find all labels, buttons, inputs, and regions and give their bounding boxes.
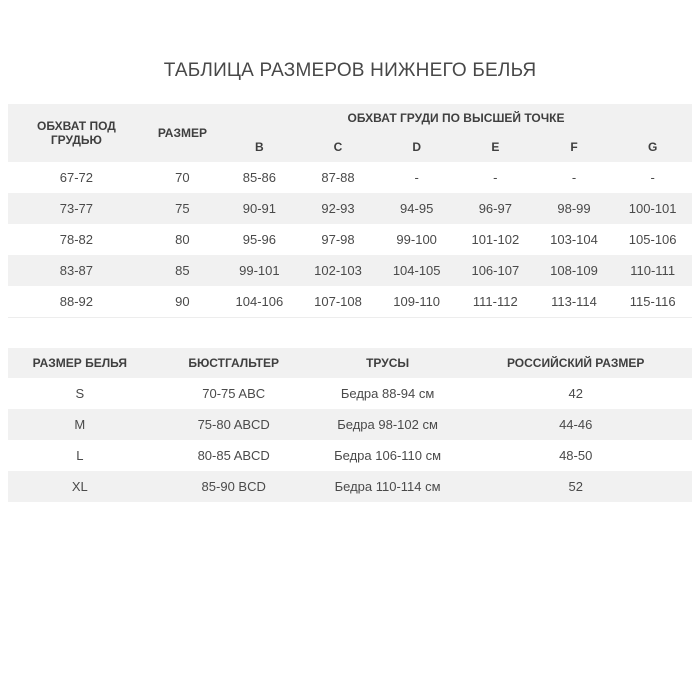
cup-cell: 113-114 [535, 286, 614, 317]
garment-table-header-row [8, 348, 692, 378]
panties-column-header: ТРУСЫ [316, 348, 460, 378]
size-cell: 75 [145, 193, 220, 224]
underbust-column-header: ОБХВАТ ПОД ГРУДЬЮ [8, 104, 145, 162]
cup-cell: 99-101 [220, 255, 299, 286]
cup-column-header-d: D [377, 132, 456, 162]
size-table-row [8, 224, 692, 255]
russian-size-cell: 48-50 [459, 440, 692, 471]
cup-cell: 103-104 [535, 224, 614, 255]
cup-cell: 107-108 [299, 286, 378, 317]
cup-cell: 106-107 [456, 255, 535, 286]
russian-size-cell: 44-46 [459, 409, 692, 440]
garment-table-row [8, 440, 692, 471]
garment-size-cell: XL [8, 471, 152, 502]
cup-column-header-e: E [456, 132, 535, 162]
cup-column-header-b: B [220, 132, 299, 162]
garment-size-table [8, 348, 692, 502]
cup-cell: 94-95 [377, 193, 456, 224]
bra-column-header: БЮСТГАЛЬТЕР [152, 348, 316, 378]
size-cell: 85 [145, 255, 220, 286]
underbust-cell: 88-92 [8, 286, 145, 317]
russian-size-cell: 42 [459, 378, 692, 409]
panties-cell: Бедра 110-114 см [316, 471, 460, 502]
cup-column-header-c: C [299, 132, 378, 162]
size-cell: 70 [145, 162, 220, 193]
underbust-size-table [8, 104, 692, 318]
underbust-cell: 67-72 [8, 162, 145, 193]
cup-cell: 102-103 [299, 255, 378, 286]
bust-group-column-header: ОБХВАТ ГРУДИ ПО ВЫСШЕЙ ТОЧКЕ [220, 104, 692, 132]
cup-cell: 90-91 [220, 193, 299, 224]
cup-cell: 104-106 [220, 286, 299, 317]
underbust-cell: 73-77 [8, 193, 145, 224]
garment-size-cell: L [8, 440, 152, 471]
russian-size-column-header: РОССИЙСКИЙ РАЗМЕР [459, 348, 692, 378]
size-column-header: РАЗМЕР [145, 104, 220, 162]
cup-cell: 96-97 [456, 193, 535, 224]
cup-cell: 87-88 [299, 162, 378, 193]
panties-cell: Бедра 98-102 см [316, 409, 460, 440]
bra-cell: 85-90 BCD [152, 471, 316, 502]
cup-cell: 100-101 [613, 193, 692, 224]
underbust-cell: 83-87 [8, 255, 145, 286]
cup-cell: 101-102 [456, 224, 535, 255]
panties-cell: Бедра 88-94 см [316, 378, 460, 409]
garment-size-column-header: РАЗМЕР БЕЛЬЯ [8, 348, 152, 378]
cup-cell: 105-106 [613, 224, 692, 255]
bra-cell: 70-75 ABC [152, 378, 316, 409]
cup-cell: 92-93 [299, 193, 378, 224]
bra-cell: 80-85 ABCD [152, 440, 316, 471]
garment-size-cell: M [8, 409, 152, 440]
size-table-row [8, 286, 692, 317]
cup-cell: - [535, 162, 614, 193]
size-cell: 90 [145, 286, 220, 317]
cup-cell: 111-112 [456, 286, 535, 317]
size-cell: 80 [145, 224, 220, 255]
cup-cell: 109-110 [377, 286, 456, 317]
bra-cell: 75-80 ABCD [152, 409, 316, 440]
garment-size-cell: S [8, 378, 152, 409]
cup-cell: - [613, 162, 692, 193]
size-table-row [8, 162, 692, 193]
underbust-cell: 78-82 [8, 224, 145, 255]
cup-cell: - [456, 162, 535, 193]
cup-cell: 97-98 [299, 224, 378, 255]
cup-cell: 110-111 [613, 255, 692, 286]
cup-cell: 108-109 [535, 255, 614, 286]
size-table-row [8, 193, 692, 224]
panties-cell: Бедра 106-110 см [316, 440, 460, 471]
cup-cell: 99-100 [377, 224, 456, 255]
size-table-row [8, 255, 692, 286]
size-table-header [8, 104, 692, 162]
garment-table-header [8, 348, 692, 378]
garment-table-row [8, 409, 692, 440]
cup-column-header-g: G [613, 132, 692, 162]
russian-size-cell: 52 [459, 471, 692, 502]
cup-cell: 95-96 [220, 224, 299, 255]
cup-cell: 98-99 [535, 193, 614, 224]
cup-cell: - [377, 162, 456, 193]
cup-cell: 85-86 [220, 162, 299, 193]
size-table-header-row-top [8, 104, 692, 132]
page-title: ТАБЛИЦА РАЗМЕРОВ НИЖНЕГО БЕЛЬЯ [163, 60, 537, 81]
garment-table-row [8, 471, 692, 502]
garment-table-row [8, 378, 692, 409]
cup-cell: 115-116 [613, 286, 692, 317]
cup-column-header-f: F [535, 132, 614, 162]
cup-cell: 104-105 [377, 255, 456, 286]
